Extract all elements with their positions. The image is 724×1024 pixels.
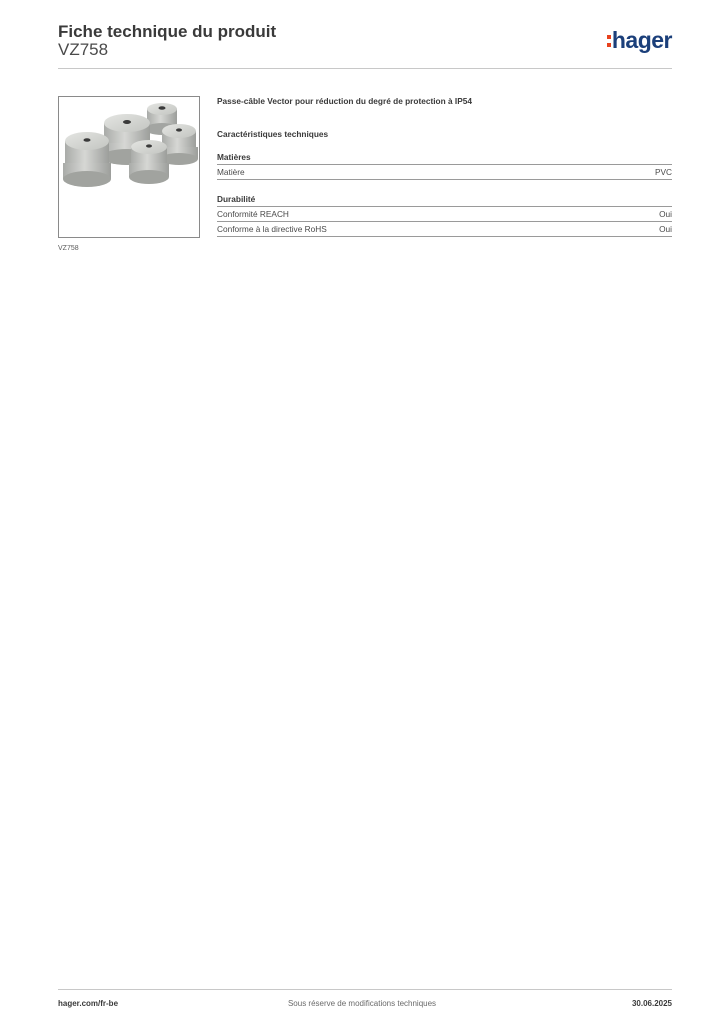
section-materials xyxy=(217,152,672,180)
logo-text: hager xyxy=(611,27,672,53)
characteristics-heading: Caractéristiques techniques xyxy=(217,129,329,139)
logo-dots-icon xyxy=(607,35,611,47)
spec-value: Oui xyxy=(659,224,672,234)
section-title: Matières xyxy=(217,152,672,165)
product-code: VZ758 xyxy=(58,40,109,59)
spec-row xyxy=(217,222,672,237)
section-durability xyxy=(217,194,672,237)
footer-disclaimer: Sous réserve de modifications techniques xyxy=(287,999,437,1008)
hager-logo xyxy=(607,27,672,54)
document-title: Fiche technique du produit xyxy=(58,22,277,41)
header-divider xyxy=(58,68,672,69)
spec-label: Conforme à la directive RoHS xyxy=(217,224,327,234)
product-image xyxy=(58,96,200,238)
product-description: Passe-câble Vector pour réduction du degré de protection à IP54 xyxy=(217,96,472,106)
footer-website-link[interactable]: hager.com/fr-be xyxy=(58,999,119,1008)
image-caption: VZ758 xyxy=(58,245,79,252)
spec-value: Oui xyxy=(659,209,672,219)
spec-value: PVC xyxy=(654,167,672,177)
spec-label: Matière xyxy=(217,167,245,177)
specifications xyxy=(217,96,672,237)
cable-gland-product-illustration xyxy=(59,97,199,237)
spec-label: Conformité REACH xyxy=(217,209,289,219)
footer-date: 30.06.2025 xyxy=(631,999,672,1008)
section-title: Durabilité xyxy=(217,194,672,207)
footer-divider xyxy=(58,989,672,990)
spec-row xyxy=(217,207,672,222)
spec-row xyxy=(217,165,672,180)
